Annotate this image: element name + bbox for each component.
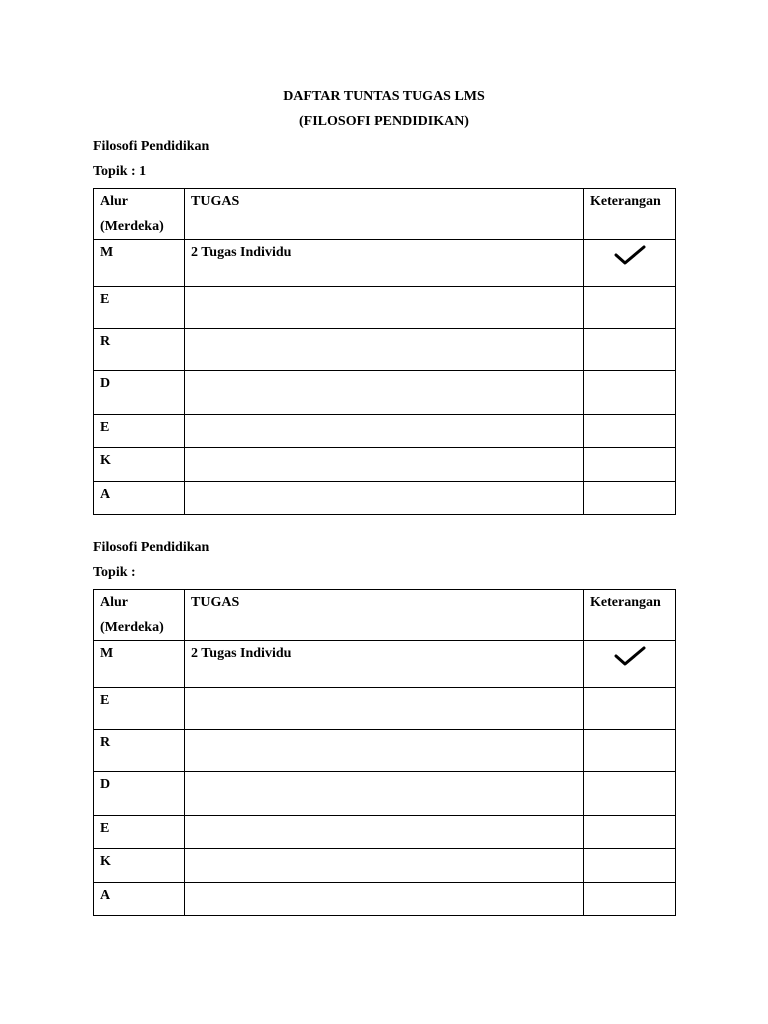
row-task xyxy=(185,883,584,916)
row-task xyxy=(185,415,584,448)
row-task: 2 Tugas Individu xyxy=(185,240,584,287)
row-task xyxy=(185,816,584,849)
table-row xyxy=(94,329,676,371)
row-status xyxy=(584,688,676,730)
row-status xyxy=(584,883,676,916)
row-task xyxy=(185,482,584,515)
row-status xyxy=(584,772,676,816)
row-task xyxy=(185,448,584,482)
table-row xyxy=(94,688,676,730)
table-row xyxy=(94,482,676,515)
row-status xyxy=(584,816,676,849)
row-task xyxy=(185,772,584,816)
row-status xyxy=(584,329,676,371)
table-row xyxy=(94,415,676,448)
document-title: DAFTAR TUNTAS TUGAS LMS xyxy=(283,89,485,104)
row-task: 2 Tugas Individu xyxy=(185,641,584,688)
row-letter: E xyxy=(94,816,185,849)
row-status xyxy=(584,415,676,448)
subject-label: Filosofi Pendidikan xyxy=(93,540,210,555)
table-row xyxy=(94,641,676,688)
table-row xyxy=(94,730,676,772)
row-task xyxy=(185,329,584,371)
row-status xyxy=(584,287,676,329)
row-task xyxy=(185,730,584,772)
row-status xyxy=(584,448,676,482)
row-letter: E xyxy=(94,415,185,448)
row-letter: M xyxy=(94,240,185,287)
header-alur: Alur (Merdeka) xyxy=(94,189,185,240)
row-status xyxy=(584,849,676,883)
row-status xyxy=(584,240,676,287)
checkmark-icon xyxy=(614,645,646,667)
row-letter: K xyxy=(94,849,185,883)
row-task xyxy=(185,371,584,415)
table-row xyxy=(94,883,676,916)
checkmark-icon xyxy=(614,244,646,266)
row-task xyxy=(185,688,584,730)
header-tugas: TUGAS xyxy=(185,189,584,240)
header-tugas: TUGAS xyxy=(185,590,584,641)
row-status xyxy=(584,371,676,415)
row-status xyxy=(584,482,676,515)
subject-label: Filosofi Pendidikan xyxy=(93,139,210,154)
header-keterangan: Keterangan xyxy=(584,189,676,240)
table-row xyxy=(94,448,676,482)
row-letter: R xyxy=(94,730,185,772)
document-subtitle: (FILOSOFI PENDIDIKAN) xyxy=(299,114,469,129)
table-row xyxy=(94,287,676,329)
header-alur: Alur (Merdeka) xyxy=(94,590,185,641)
table-row xyxy=(94,371,676,415)
row-letter: E xyxy=(94,287,185,329)
table-header-row xyxy=(94,590,676,641)
task-table xyxy=(93,589,676,916)
row-status xyxy=(584,641,676,688)
table-header-row xyxy=(94,189,676,240)
topic-label: Topik : 1 xyxy=(93,164,147,179)
topic-label: Topik : xyxy=(93,565,136,580)
table-row xyxy=(94,772,676,816)
row-letter: D xyxy=(94,772,185,816)
row-status xyxy=(584,730,676,772)
row-letter: K xyxy=(94,448,185,482)
row-letter: E xyxy=(94,688,185,730)
row-letter: M xyxy=(94,641,185,688)
row-task xyxy=(185,849,584,883)
table-row xyxy=(94,849,676,883)
row-task xyxy=(185,287,584,329)
table-row xyxy=(94,816,676,849)
task-table xyxy=(93,188,676,515)
row-letter: A xyxy=(94,883,185,916)
row-letter: D xyxy=(94,371,185,415)
row-letter: A xyxy=(94,482,185,515)
header-keterangan: Keterangan xyxy=(584,590,676,641)
table-row xyxy=(94,240,676,287)
row-letter: R xyxy=(94,329,185,371)
